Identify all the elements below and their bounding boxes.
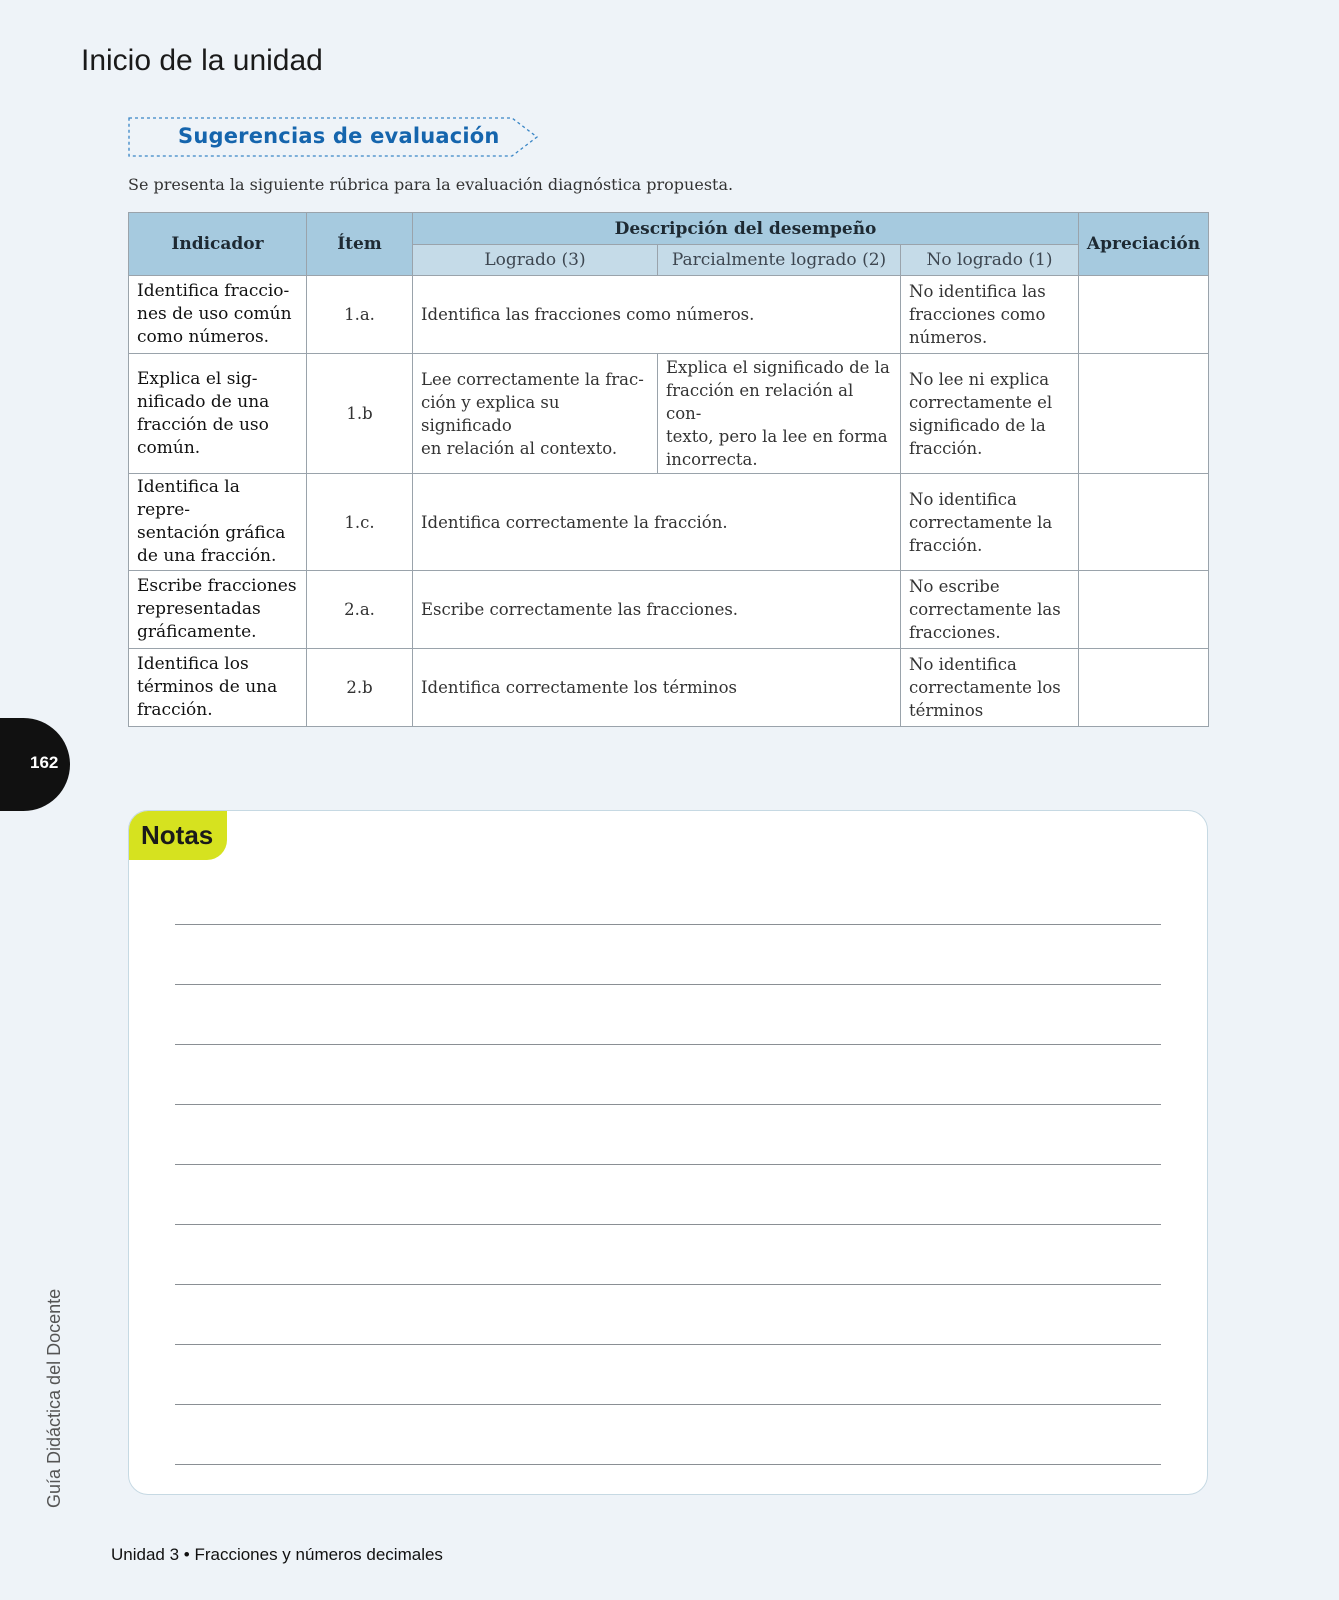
header-indicador: Indicador	[129, 213, 307, 276]
note-line	[175, 1044, 1161, 1045]
apreciacion-cell[interactable]	[1079, 649, 1209, 727]
note-line	[175, 1464, 1161, 1465]
rubric-table	[128, 212, 1209, 727]
section-tag	[128, 116, 540, 158]
note-line	[175, 924, 1161, 925]
section-title: Sugerencias de evaluación	[178, 124, 500, 148]
indicador-cell: Identifica fraccio- nes de uso común como números.	[129, 276, 307, 354]
indicador-cell: Identifica la repre- sentación gráfica de una fracción.	[129, 474, 307, 571]
indicador-cell: Explica el sig- nificado de una fracción de uso común.	[129, 354, 307, 474]
notes-tab	[129, 811, 227, 860]
footer: Unidad 3 • Fracciones y números decimales	[111, 1545, 443, 1564]
no-logrado-cell: No identifica correctamente la fracción.	[901, 474, 1079, 571]
logrado-cell: Lee correctamente la frac- ción y explica su significado en relación al contexto.	[413, 354, 658, 474]
item-cell: 1.b	[307, 354, 413, 474]
item-cell: 2.b	[307, 649, 413, 727]
indicador-cell: Escribe fracciones representadas gráficamente.	[129, 571, 307, 649]
note-line	[175, 1284, 1161, 1285]
header-parcialmente-logrado: Parcialmente logrado (2)	[658, 245, 901, 276]
logrado-cell: Identifica las fracciones como números.	[413, 276, 901, 354]
item-cell: 1.a.	[307, 276, 413, 354]
page-number-tab	[0, 718, 70, 811]
note-line	[175, 1104, 1161, 1105]
note-line	[175, 984, 1161, 985]
no-logrado-cell: No escribe correctamente las fracciones.	[901, 571, 1079, 649]
note-line	[175, 1224, 1161, 1225]
page-number: 162	[30, 753, 59, 772]
apreciacion-cell[interactable]	[1079, 354, 1209, 474]
header-item: Ítem	[307, 213, 413, 276]
item-cell: 1.c.	[307, 474, 413, 571]
logrado-cell: Identifica correctamente los términos	[413, 649, 901, 727]
indicador-cell: Identifica los términos de una fracción.	[129, 649, 307, 727]
item-cell: 2.a.	[307, 571, 413, 649]
apreciacion-cell[interactable]	[1079, 474, 1209, 571]
header-no-logrado: No logrado (1)	[901, 245, 1079, 276]
no-logrado-cell: No lee ni explica correctamente el significado de la fracción.	[901, 354, 1079, 474]
notes-title: Notas	[141, 820, 214, 850]
note-line	[175, 1344, 1161, 1345]
apreciacion-cell[interactable]	[1079, 276, 1209, 354]
no-logrado-cell: No identifica correctamente los términos	[901, 649, 1079, 727]
parcialmente-logrado-cell: Explica el significado de la fracción en relación al con- texto, pero la lee en forma incorrecta.	[658, 354, 901, 474]
table-row	[129, 276, 1209, 354]
intro-text: Se presenta la siguiente rúbrica para la evaluación diagnóstica propuesta.	[128, 175, 734, 194]
side-label: Guía Didáctica del Docente	[44, 1288, 64, 1508]
notes-box[interactable]	[128, 810, 1208, 1495]
logrado-cell: Identifica correctamente la fracción.	[413, 474, 901, 571]
table-row	[129, 649, 1209, 727]
header-apreciacion: Apreciación	[1079, 213, 1209, 276]
no-logrado-cell: No identifica las fracciones como números.	[901, 276, 1079, 354]
page-title: Inicio de la unidad	[81, 44, 323, 77]
header-descripcion: Descripción del desempeño	[413, 213, 1079, 245]
table-row	[129, 571, 1209, 649]
table-row	[129, 354, 1209, 474]
note-line	[175, 1164, 1161, 1165]
note-line	[175, 1404, 1161, 1405]
header-logrado: Logrado (3)	[413, 245, 658, 276]
apreciacion-cell[interactable]	[1079, 571, 1209, 649]
table-row	[129, 474, 1209, 571]
logrado-cell: Escribe correctamente las fracciones.	[413, 571, 901, 649]
